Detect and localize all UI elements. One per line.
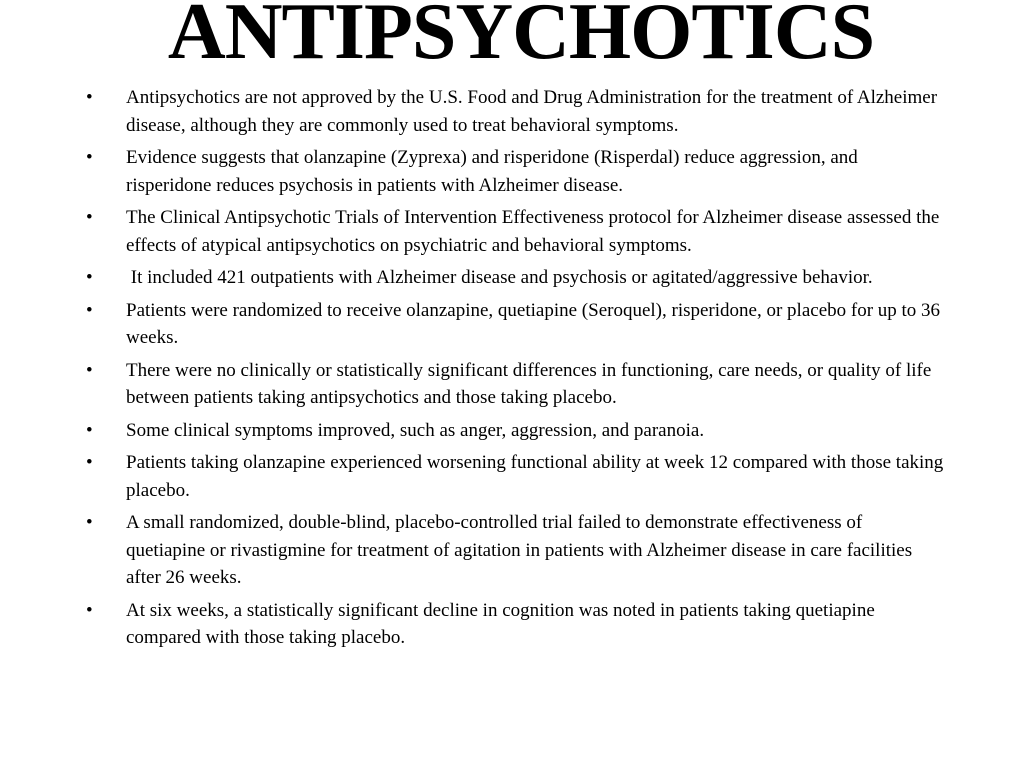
bullet-item (86, 297, 946, 352)
bullet-marker: • (86, 359, 93, 381)
bullet-marker: • (86, 419, 93, 441)
bullet-text: Patients taking olanzapine experienced worsening functional ability at week 12 compared with those taking placebo. (126, 452, 949, 501)
bullet-item (86, 144, 946, 199)
bullet-text: Patients were randomized to receive olanzapine, quetiapine (Seroquel), risperidone, or placebo for up to 36 weeks. (126, 299, 945, 348)
bullet-text: Evidence suggests that olanzapine (Zyprexa) and risperidone (Risperdal) reduce aggression, and risperidone reduces psychosis in patients with Alzheimer disease. (126, 147, 863, 196)
bullet-marker: • (86, 207, 93, 228)
bullet-marker: • (86, 599, 93, 621)
bullet-text: There were no clinically or statistically significant differences in functioning, care needs, or quality of life between patients taking antipsychotics and those taking placebo. (126, 359, 937, 408)
bullet-item (86, 357, 946, 412)
bullet-marker: • (86, 512, 93, 533)
bullet-marker: • (86, 299, 93, 321)
bullet-item (86, 84, 946, 139)
bullet-text: Some clinical symptoms improved, such as anger, aggression, and paranoia. (126, 419, 705, 441)
bullet-text: A small randomized, double-blind, placebo-controlled trial failed to demonstrate effectiveness of quetiapine or rivastigmine for treatment of agitation in patients with Alzheimer disease in care facilities after 26 weeks. (126, 512, 917, 588)
bullet-item (86, 204, 946, 259)
bullet-list (86, 84, 949, 657)
bullet-text: It included 421 outpatients with Alzheimer disease and psychosis or agitated/aggressive behavior. (126, 267, 873, 288)
bullet-item (86, 449, 949, 504)
bullet-marker: • (86, 87, 93, 108)
bullet-marker: • (86, 267, 93, 288)
bullet-text: The Clinical Antipsychotic Trials of Intervention Effectiveness protocol for Alzheimer disease assessed the effects of atypical antipsychotics on psychiatric and behavioral symptoms. (126, 207, 945, 256)
bullet-item (86, 597, 946, 652)
bullet-item (86, 264, 946, 292)
bullet-item (86, 417, 946, 445)
bullet-marker: • (86, 147, 93, 168)
bullet-marker: • (86, 452, 93, 473)
bullet-item (86, 509, 946, 592)
slide-title: ANTIPSYCHOTICS (167, 0, 875, 76)
bullet-text: Antipsychotics are not approved by the U.S. Food and Drug Administration for the treatment of Alzheimer disease, although they are commonly used to treat behavioral symptoms. (126, 87, 942, 136)
bullet-text: At six weeks, a statistically significant decline in cognition was noted in patients taking quetiapine compared with those taking placebo. (126, 599, 880, 648)
